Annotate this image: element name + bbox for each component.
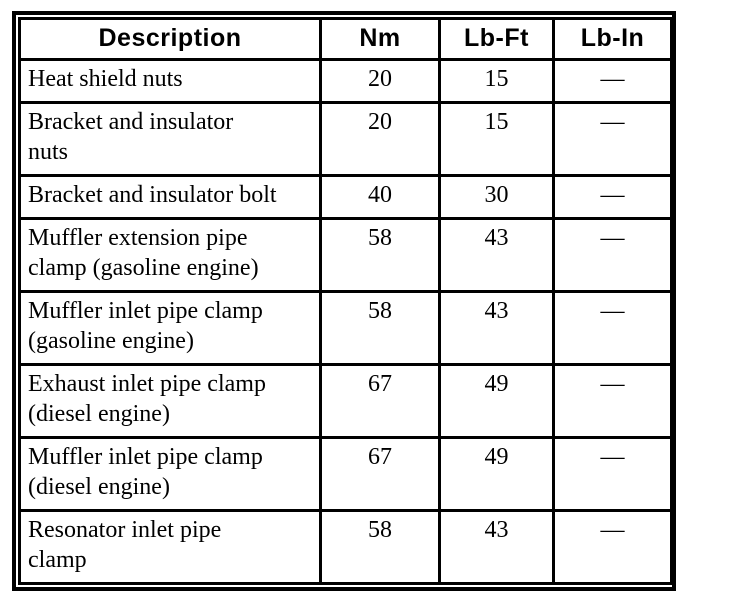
lb-ft-cell: 43 — [440, 511, 554, 584]
nm-cell: 40 — [321, 176, 440, 219]
lb-in-cell: — — [554, 176, 672, 219]
lb-ft-cell: 15 — [440, 103, 554, 176]
lb-ft-cell: 43 — [440, 292, 554, 365]
header-nm: Nm — [321, 19, 440, 60]
nm-cell: 67 — [321, 365, 440, 438]
nm-cell: 58 — [321, 219, 440, 292]
lb-ft-cell: 30 — [440, 176, 554, 219]
header-description: Description — [20, 19, 321, 60]
table-outer-frame — [12, 11, 676, 591]
torque-spec-table — [18, 17, 673, 585]
table-row — [20, 219, 672, 292]
lb-in-cell: — — [554, 438, 672, 511]
description-cell: Exhaust inlet pipe clamp (diesel engine) — [20, 365, 321, 438]
nm-cell: 67 — [321, 438, 440, 511]
lb-in-cell: — — [554, 60, 672, 103]
nm-cell: 20 — [321, 60, 440, 103]
lb-in-cell: — — [554, 292, 672, 365]
lb-in-cell: — — [554, 511, 672, 584]
nm-cell: 58 — [321, 511, 440, 584]
description-cell: Heat shield nuts — [20, 60, 321, 103]
nm-cell: 58 — [321, 292, 440, 365]
table-row — [20, 511, 672, 584]
table-row — [20, 60, 672, 103]
description-cell: Muffler extension pipe clamp (gasoline engine) — [20, 219, 321, 292]
header-lb-ft: Lb-Ft — [440, 19, 554, 60]
lb-in-cell: — — [554, 219, 672, 292]
table-body — [20, 60, 672, 584]
description-cell: Bracket and insulator bolt — [20, 176, 321, 219]
description-cell: Resonator inlet pipe clamp — [20, 511, 321, 584]
lb-ft-cell: 49 — [440, 365, 554, 438]
lb-ft-cell: 43 — [440, 219, 554, 292]
description-cell: Bracket and insulator nuts — [20, 103, 321, 176]
table-row — [20, 176, 672, 219]
table-row — [20, 438, 672, 511]
lb-in-cell: — — [554, 103, 672, 176]
table-header-row — [20, 19, 672, 60]
table-row — [20, 365, 672, 438]
lb-ft-cell: 15 — [440, 60, 554, 103]
description-cell: Muffler inlet pipe clamp (gasoline engine) — [20, 292, 321, 365]
description-cell: Muffler inlet pipe clamp (diesel engine) — [20, 438, 321, 511]
nm-cell: 20 — [321, 103, 440, 176]
lb-in-cell: — — [554, 365, 672, 438]
table-row — [20, 103, 672, 176]
table-row — [20, 292, 672, 365]
header-lb-in: Lb-In — [554, 19, 672, 60]
lb-ft-cell: 49 — [440, 438, 554, 511]
